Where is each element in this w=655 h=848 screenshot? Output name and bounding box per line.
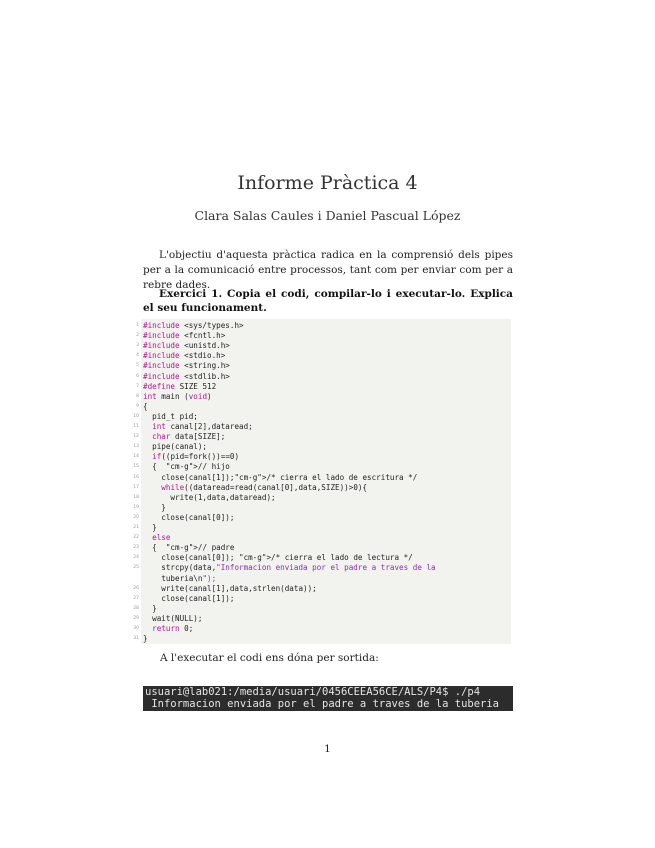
code-text: #include <stdlib.h> xyxy=(143,371,230,381)
code-text: #define SIZE 512 xyxy=(143,381,217,391)
code-text: int canal[2],dataread; xyxy=(152,422,253,431)
line-number: 28 xyxy=(133,605,139,611)
line-number: 17 xyxy=(133,484,139,490)
code-line xyxy=(133,543,511,553)
line-number: 12 xyxy=(133,434,139,440)
code-text: } xyxy=(143,502,166,512)
code-line xyxy=(133,613,511,624)
line-number: 27 xyxy=(133,595,139,601)
line-number: 31 xyxy=(133,636,139,642)
code-text: #include <sys/types.h> xyxy=(143,321,244,330)
code-line xyxy=(133,533,511,543)
line-number: 7 xyxy=(136,383,139,389)
code-line xyxy=(133,593,511,604)
line-number: 30 xyxy=(133,626,139,631)
code-text: write(1,data,dataread); xyxy=(143,492,276,502)
code-line xyxy=(133,502,511,513)
code-text: char data[SIZE]; xyxy=(152,432,226,442)
code-line xyxy=(133,563,511,573)
code-line xyxy=(133,411,511,422)
code-line xyxy=(136,381,511,392)
code-text: } xyxy=(143,634,148,644)
code-line xyxy=(133,634,511,644)
code-text: } xyxy=(143,523,157,532)
code-line xyxy=(133,432,511,442)
line-number: 15 xyxy=(133,464,139,470)
code-line xyxy=(136,391,511,402)
line-number: 14 xyxy=(133,454,139,460)
authors-line: Clara Salas Caules i Daniel Pascual López xyxy=(194,208,461,223)
line-number: 6 xyxy=(136,373,139,379)
code-text: while((dataread=read(canal[0],data,SIZE))>0){ xyxy=(161,482,368,492)
line-number: 21 xyxy=(133,525,139,530)
terminal-line-command: usuari@lab021:/media/usuari/0456CEEA56CE/ALS/P4$ ./p4 xyxy=(145,686,481,698)
line-number: 4 xyxy=(136,353,139,359)
code-line xyxy=(136,361,511,371)
line-number: 25 xyxy=(133,565,139,571)
code-text: { "cm-g">// hijo xyxy=(143,462,230,472)
code-line xyxy=(133,462,511,472)
line-number: 26 xyxy=(133,585,139,591)
line-number: 24 xyxy=(133,555,139,561)
code-text: pipe(canal); xyxy=(143,442,208,452)
code-line xyxy=(133,583,511,594)
code-line xyxy=(133,482,511,493)
line-number: 8 xyxy=(136,393,139,399)
line-number: 22 xyxy=(133,535,139,541)
code-text: close(canal[0]); xyxy=(143,512,235,522)
code-text: close(canal[1]);"cm-g">/* cierra el lado de escritura */ xyxy=(143,472,418,482)
output-intro-text: A l'executar el codi ens dóna per sortida: xyxy=(160,652,379,664)
terminal-line-output: Informacion enviada por el padre a traves de la tuberia xyxy=(145,698,500,710)
code-line xyxy=(136,331,511,341)
code-text: strcpy(data,"Informacion enviada por el padre a traves de la xyxy=(143,563,436,573)
code-line xyxy=(133,442,511,452)
code-text: return 0; xyxy=(152,624,194,633)
code-text: int main (void) xyxy=(143,391,212,401)
code-listing xyxy=(133,319,511,644)
code-line xyxy=(133,452,511,462)
code-text: close(canal[1]); xyxy=(143,593,235,603)
document-title: Informe Pràctica 4 xyxy=(237,172,418,194)
code-text: #include <fcntl.h> xyxy=(143,331,226,341)
exercise-heading: Exercici 1. Copia el codi, compilar-lo i executar-lo. Explica el seu funcionament. xyxy=(143,288,513,314)
code-text: } xyxy=(143,603,157,613)
line-number: 23 xyxy=(133,545,139,551)
code-line xyxy=(136,371,511,382)
intro-paragraph: L'objectiu d'aquesta pràctica radica en la comprensió dels pipes per a la comunicació entre processos, tant com per enviar com per a rebre dades. xyxy=(143,249,513,291)
line-number: 9 xyxy=(136,403,139,409)
code-line xyxy=(136,341,511,351)
line-number: 2 xyxy=(136,333,139,339)
code-text: tuberia\n"); xyxy=(143,573,217,583)
code-line xyxy=(133,492,511,503)
code-text: #include <string.h> xyxy=(143,361,230,371)
code-line xyxy=(133,603,511,614)
code-text: #include <unistd.h> xyxy=(143,341,230,351)
line-number: 11 xyxy=(133,424,139,429)
line-number: 10 xyxy=(133,413,139,419)
code-line xyxy=(133,422,511,432)
line-number: 18 xyxy=(133,494,139,500)
code-line xyxy=(133,472,511,483)
line-number: 13 xyxy=(133,444,139,450)
code-line xyxy=(136,351,511,361)
code-line xyxy=(133,512,511,523)
code-line xyxy=(136,401,511,412)
terminal-output xyxy=(143,686,513,711)
line-number: 3 xyxy=(136,343,139,349)
code-text: write(canal[1],data,strlen(data)); xyxy=(143,583,317,593)
line-number: 1 xyxy=(136,323,139,328)
code-text: wait(NULL); xyxy=(143,613,203,623)
code-line xyxy=(141,574,511,584)
code-text: { xyxy=(143,401,148,411)
code-line xyxy=(133,523,511,533)
line-number: 20 xyxy=(133,514,139,520)
code-text: { "cm-g">// padre xyxy=(143,543,235,553)
code-line xyxy=(136,321,511,331)
line-number: 5 xyxy=(136,363,139,369)
code-text: pid_t pid; xyxy=(143,411,198,421)
code-line xyxy=(133,624,511,634)
code-text: close(canal[0]); "cm-g">/* cierra el lado de lectura */ xyxy=(143,553,413,563)
line-number: 19 xyxy=(133,504,139,510)
page-number: 1 xyxy=(324,743,331,755)
code-line xyxy=(133,553,511,563)
line-number: 16 xyxy=(133,474,139,480)
code-text: else xyxy=(152,533,171,543)
code-text: if((pid=fork())==0) xyxy=(152,452,240,462)
line-number: 29 xyxy=(133,615,139,621)
code-text: #include <stdio.h> xyxy=(143,351,226,361)
